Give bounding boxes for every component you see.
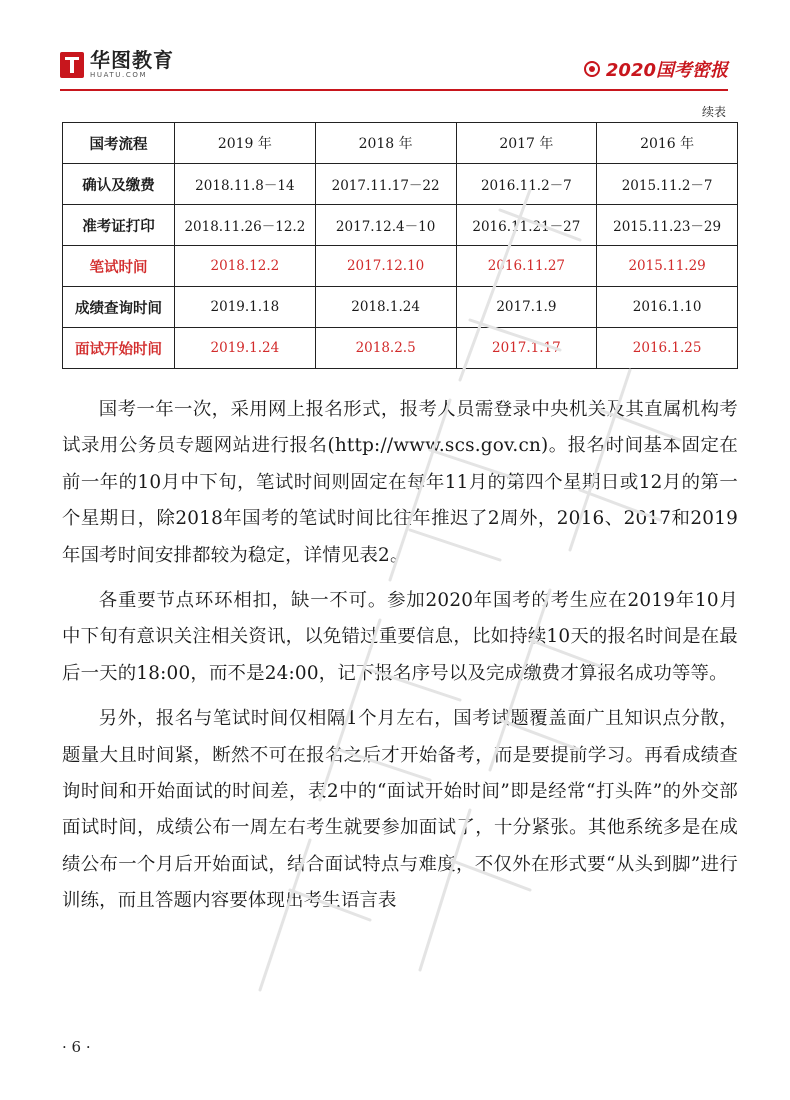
paragraph: 另外，报名与笔试时间仅相隔1个月左右，国考试题覆盖面广且知识点分散，题量大且时间紧，断然不可在报名之后才开始备考，而是要提前学习。再看成绩查询时间和开始面试的时间差，表2中的“面试开始时间”即是经常“打头阵”的外交部面试时间，成绩公布一周左右考生就要参加面试了，十分紧张。其他系统多是在成绩公布一个月后开始面试，结合面试特点与难度，不仅外在形式要“从头到脚”进行训练，而且答题内容要体现出考生语言表 xyxy=(62,708,738,912)
huatu-logo xyxy=(60,50,174,79)
brand-text: 2020国考密报 xyxy=(605,60,728,81)
table-header-cell: 国考流程 xyxy=(63,123,175,164)
table-cell: 2016.1.25 xyxy=(597,328,738,369)
table-cell: 2019.1.18 xyxy=(175,287,316,328)
table-cell: 2016.1.10 xyxy=(597,287,738,328)
logo-cn: 华图教育 xyxy=(90,48,174,72)
table-cell: 2017.11.17－22 xyxy=(315,164,456,205)
table-cell: 2018.2.5 xyxy=(315,328,456,369)
table-cell: 2018.1.24 xyxy=(315,287,456,328)
table-cell: 2016.11.21－27 xyxy=(456,205,597,246)
table-row xyxy=(63,246,738,287)
logo-text xyxy=(90,50,174,79)
row-label: 确认及缴费 xyxy=(63,164,175,205)
page-header xyxy=(60,50,728,90)
page-number: · 6 · xyxy=(62,1038,91,1056)
table-cell: 2017.12.4－10 xyxy=(315,205,456,246)
table-row xyxy=(63,205,738,246)
table-header-cell: 2019 年 xyxy=(175,123,316,164)
table-cell: 2017.1.9 xyxy=(456,287,597,328)
row-label: 笔试时间 xyxy=(63,246,175,287)
schedule-table xyxy=(62,122,738,369)
table-header-cell: 2017 年 xyxy=(456,123,597,164)
table-cell: 2016.11.27 xyxy=(456,246,597,287)
row-label: 准考证打印 xyxy=(63,205,175,246)
table-cell: 2015.11.2－7 xyxy=(597,164,738,205)
table-header-row xyxy=(63,123,738,164)
paragraph: 各重要节点环环相扣，缺一不可。参加2020年国考的考生应在2019年10月中下旬有意识关注相关资讯，以免错过重要信息，比如持续10天的报名时间是在最后一天的18:00，而不是24:00，记下报名序号以及完成缴费才算报名成功等等。 xyxy=(62,590,738,684)
table-cell: 2017.1.17 xyxy=(456,328,597,369)
table-cell: 2018.12.2 xyxy=(175,246,316,287)
table-row xyxy=(63,328,738,369)
continued-label: 续表 xyxy=(701,105,726,119)
table-header-cell: 2018 年 xyxy=(315,123,456,164)
table-cell: 2017.12.10 xyxy=(315,246,456,287)
brand-title xyxy=(584,56,728,82)
table-cell: 2018.11.8－14 xyxy=(175,164,316,205)
body-text xyxy=(62,392,738,929)
row-label: 面试开始时间 xyxy=(63,328,175,369)
target-icon xyxy=(584,61,600,77)
table-row xyxy=(63,164,738,205)
row-label: 成绩查询时间 xyxy=(63,287,175,328)
table-cell: 2016.11.2－7 xyxy=(456,164,597,205)
schedule-table-wrap xyxy=(62,122,737,369)
header-divider xyxy=(60,89,728,91)
table-cell: 2015.11.29 xyxy=(597,246,738,287)
paragraph: 国考一年一次，采用网上报名形式，报考人员需登录中央机关及其直属机构考试录用公务员专题网站进行报名(http://www.scs.gov.cn)。报名时间基本固定在前一年的10月中下旬，笔试时间则固定在每年11月的第四个星期日或12月的第一个星期日，除2018年国考的笔试时间比往年推迟了2周外，2016、2017和2019年国考时间安排都较为稳定，详情见表2。 xyxy=(62,399,738,566)
table-header-cell: 2016 年 xyxy=(597,123,738,164)
table-row xyxy=(63,287,738,328)
table-cell: 2018.11.26－12.2 xyxy=(175,205,316,246)
logo-en: HUATU.COM xyxy=(90,71,148,79)
table-cell: 2019.1.24 xyxy=(175,328,316,369)
table-cell: 2015.11.23－29 xyxy=(597,205,738,246)
huatu-logo-icon xyxy=(60,52,84,78)
